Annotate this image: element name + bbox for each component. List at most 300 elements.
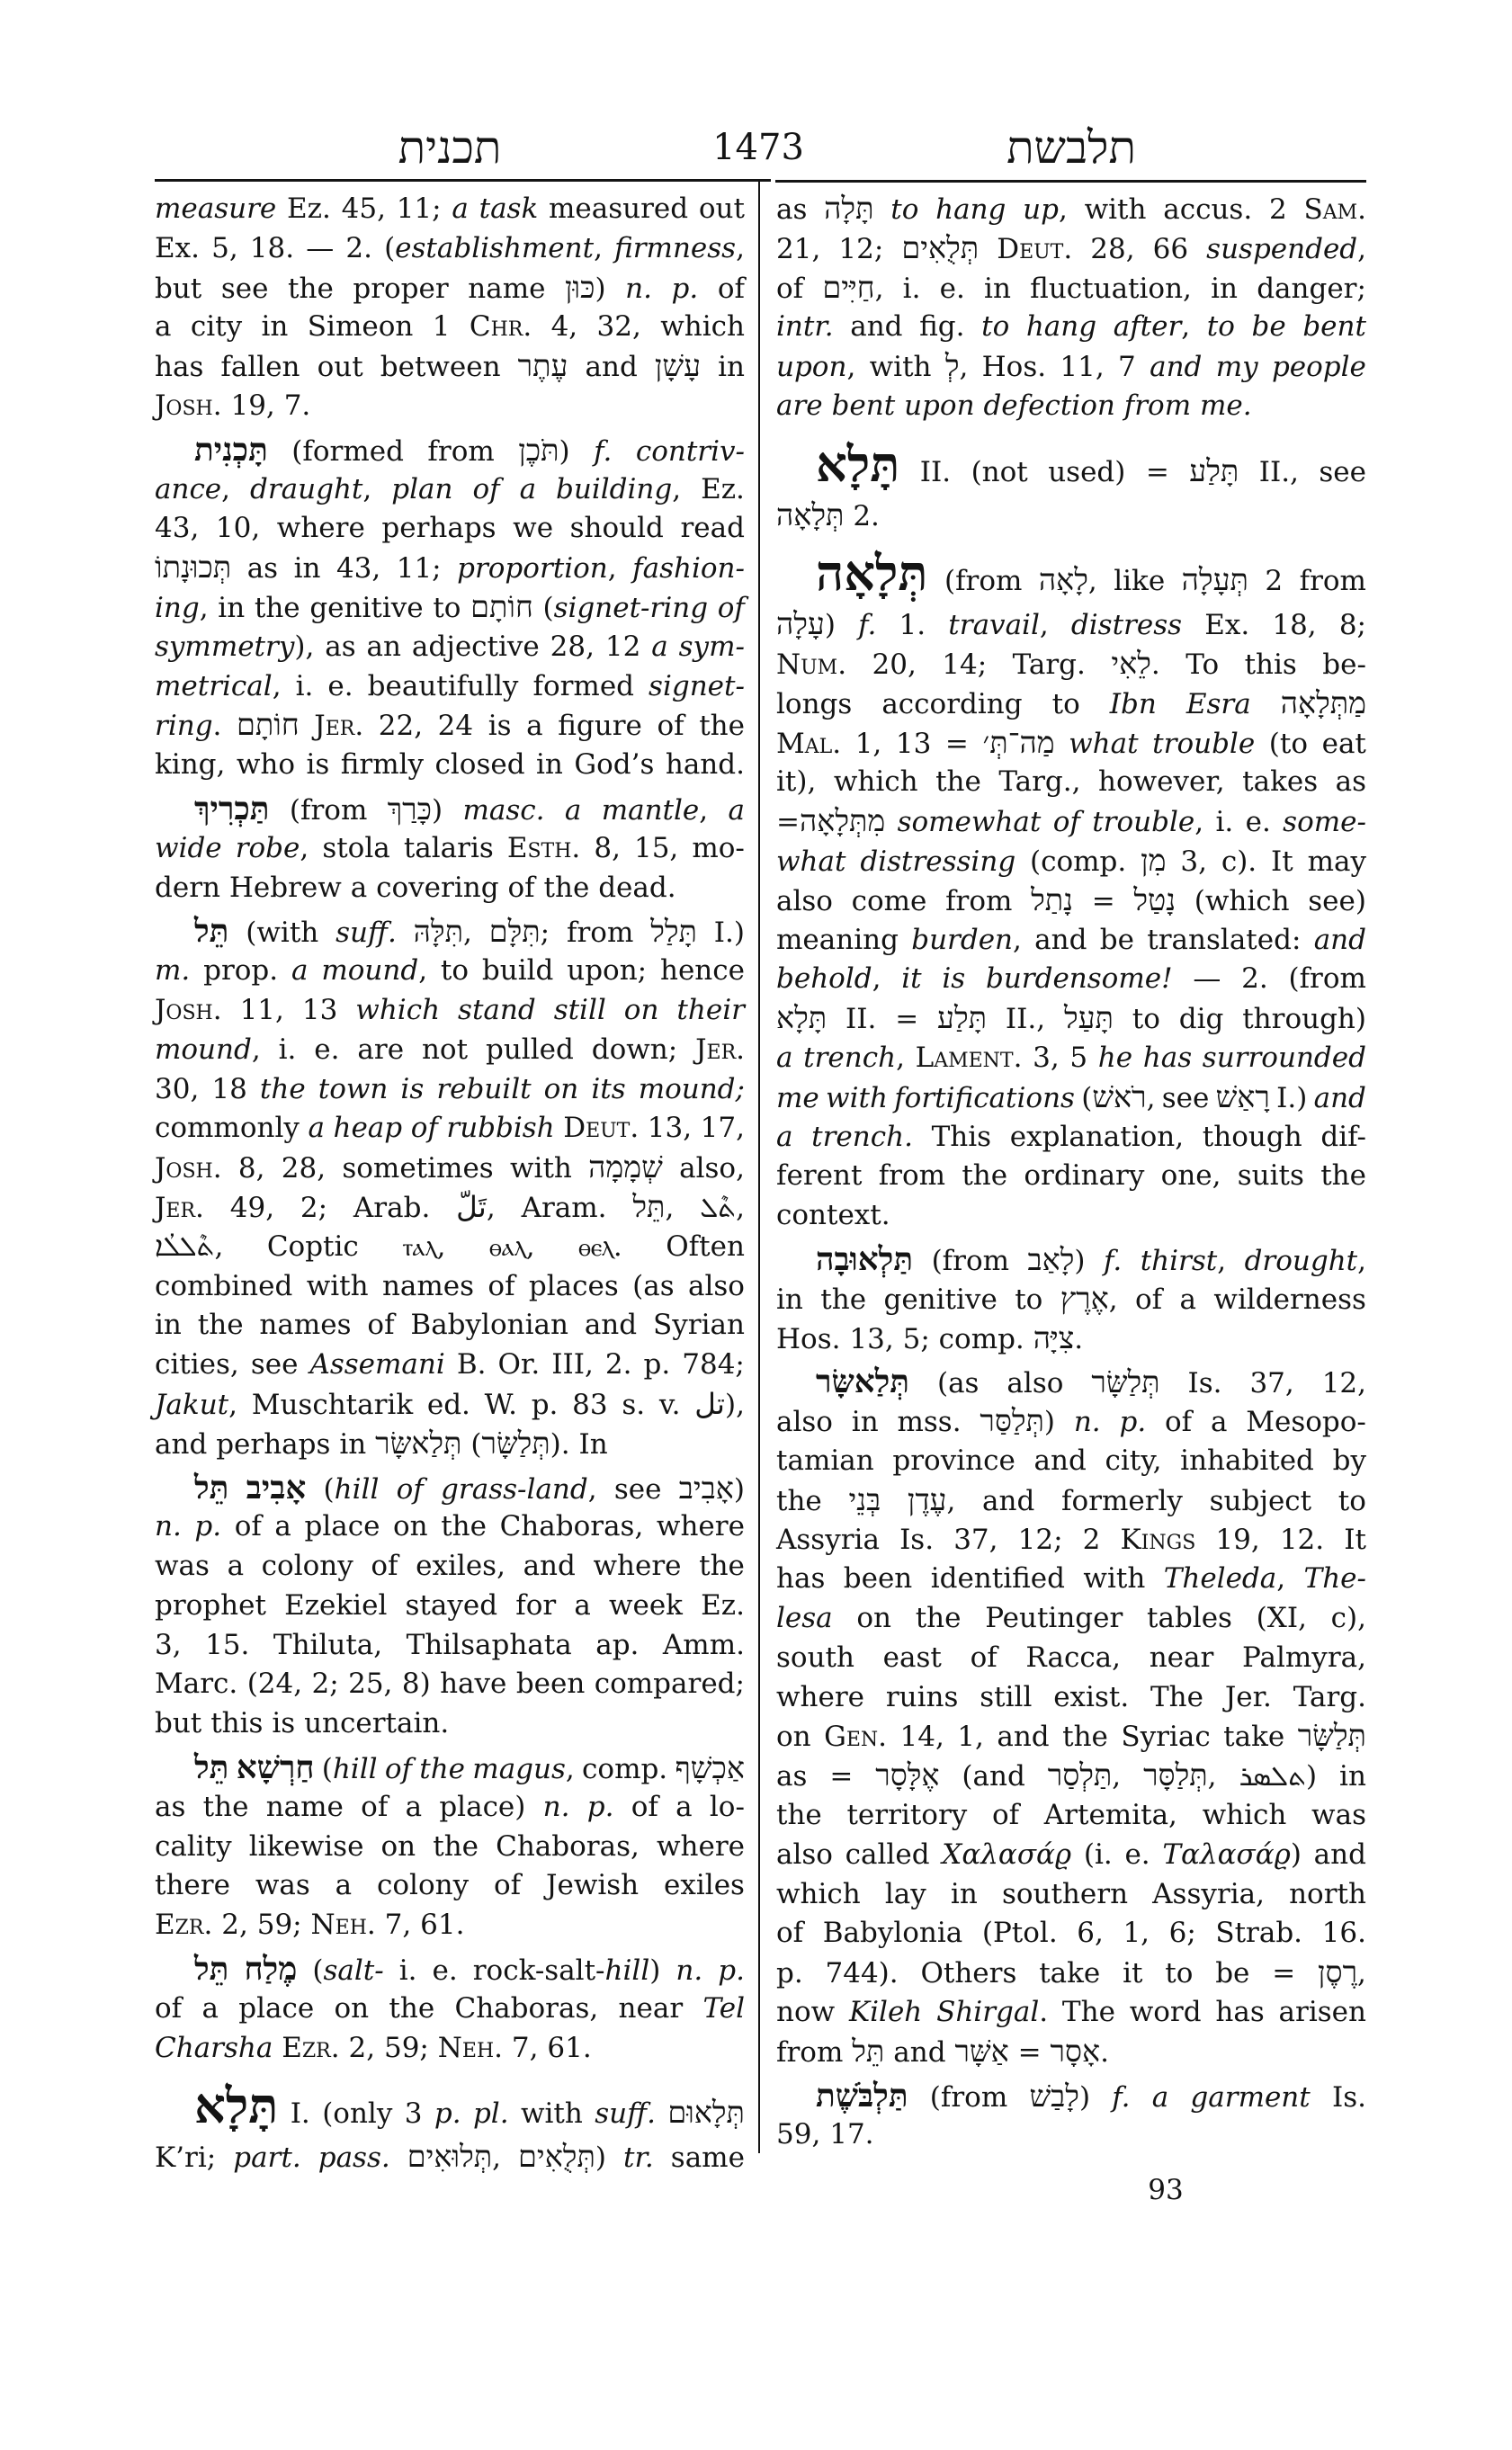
word	[1034, 1442, 1087, 1481]
word	[657, 1507, 745, 1547]
word	[1083, 1560, 1145, 1599]
text: of	[371, 1550, 398, 1583]
text: ,	[946, 1484, 956, 1517]
text: a	[1210, 1406, 1228, 1439]
small-caps-text: Mal.	[776, 727, 842, 760]
word	[666, 746, 745, 785]
word	[155, 1386, 237, 1426]
word	[776, 1560, 825, 1599]
word	[1114, 562, 1165, 602]
word	[776, 1954, 803, 1994]
text: (with	[246, 917, 319, 950]
text: (24,	[246, 1668, 303, 1701]
text: see	[220, 272, 269, 305]
italic-text: Kileh	[848, 1996, 923, 2029]
word	[1033, 1039, 1060, 1078]
word	[971, 453, 1028, 493]
text-line	[776, 1914, 1366, 1954]
word	[155, 1665, 237, 1704]
text: one,	[1160, 1159, 1221, 1193]
word	[384, 2029, 429, 2069]
text: king,	[155, 748, 226, 782]
text: )	[824, 609, 836, 642]
text: 6,	[1077, 1917, 1104, 1950]
text: Mesopo-	[1246, 1406, 1366, 1439]
text: ,	[1108, 1283, 1118, 1316]
text: with	[306, 1269, 369, 1302]
italic-text: a	[564, 793, 582, 827]
text: 12;	[1017, 1523, 1063, 1556]
word	[1322, 1364, 1366, 1404]
word	[1031, 881, 1073, 922]
word	[776, 1079, 819, 1119]
text: e.	[1124, 1838, 1150, 1871]
word	[427, 1386, 470, 1426]
small-caps-text: Esth.	[506, 831, 581, 864]
italic-text: burdensome!	[985, 962, 1173, 996]
word	[1119, 1403, 1146, 1443]
word	[776, 725, 841, 765]
text: =	[1145, 455, 1169, 488]
italic-text: of	[384, 1753, 412, 1786]
text: fallen	[220, 351, 300, 384]
word	[846, 1796, 967, 1836]
word	[816, 437, 900, 493]
text: ,	[872, 962, 881, 996]
word	[942, 646, 987, 685]
text-line	[776, 1599, 1366, 1639]
word	[291, 952, 308, 991]
text: and	[1033, 1444, 1087, 1477]
word	[980, 1678, 1032, 1718]
word	[942, 960, 965, 999]
italic-text: Ταλασάϱ	[1162, 1838, 1291, 1871]
italic-text: p.	[194, 1510, 222, 1543]
word	[412, 628, 540, 667]
word	[776, 1639, 854, 1678]
italic-text: suff.	[595, 2097, 656, 2131]
text: ,	[736, 231, 745, 264]
text: measured	[549, 192, 689, 225]
text: 28,	[1090, 232, 1135, 265]
word	[582, 1750, 667, 1790]
word	[587, 1788, 614, 1828]
text: we	[513, 512, 554, 545]
word	[1104, 1242, 1122, 1282]
text: and	[982, 1484, 1035, 1517]
text: the	[197, 1309, 244, 1342]
word	[776, 308, 834, 347]
word	[1048, 453, 1125, 493]
text: ,	[436, 1229, 446, 1263]
word	[155, 1547, 210, 1587]
word	[1061, 1482, 1183, 1522]
right-column	[776, 190, 1366, 2155]
text: of	[507, 871, 535, 904]
word	[194, 790, 270, 831]
word	[1053, 1678, 1129, 1718]
word	[262, 308, 289, 347]
word	[602, 791, 708, 831]
word	[507, 869, 534, 908]
word	[250, 470, 371, 510]
text: longs	[776, 687, 853, 720]
text: (from	[289, 793, 368, 827]
hebrew-text: מַה־תְּ׳	[982, 726, 1055, 760]
word	[844, 1560, 913, 1599]
word	[318, 2139, 390, 2178]
text: a	[526, 710, 543, 743]
text: down;	[591, 1033, 678, 1066]
text: like	[1114, 565, 1166, 598]
word	[666, 1228, 745, 1267]
word	[489, 913, 550, 953]
text: comp.	[938, 1322, 1024, 1355]
word	[1118, 348, 1136, 388]
text: 1,	[1123, 1917, 1150, 1950]
italic-text: up	[1023, 193, 1059, 226]
hebrew-text: חוֹתָם	[237, 709, 300, 743]
word	[194, 1507, 221, 1547]
text: Peutinger	[985, 1602, 1123, 1635]
text: ,	[1357, 232, 1366, 265]
text: II.,	[1258, 455, 1299, 488]
text: week	[608, 1588, 683, 1622]
word	[377, 1866, 469, 1906]
hebrew-text: כּוּן	[565, 271, 595, 305]
word	[1257, 1599, 1307, 1639]
hebrew-text: נָתַל	[1031, 883, 1074, 917]
text: v.	[658, 1388, 681, 1421]
word	[155, 1788, 185, 1828]
syriac-text: ܬܶܠܠܳܐ	[155, 1229, 215, 1263]
text: Often	[666, 1229, 745, 1263]
small-caps-text: Chr.	[469, 310, 532, 344]
word	[983, 387, 1114, 426]
word	[1018, 1521, 1063, 1560]
italic-text: f.	[1103, 1244, 1123, 1277]
text: wilderness	[1213, 1283, 1366, 1316]
word	[155, 589, 209, 629]
text-line	[155, 549, 745, 588]
text: 1,	[957, 1721, 984, 1754]
word	[962, 1157, 1007, 1196]
word	[155, 270, 201, 309]
word	[290, 791, 367, 831]
word	[155, 628, 314, 667]
word	[230, 1189, 274, 1229]
text: e.	[939, 272, 965, 305]
text: colony	[377, 1869, 470, 1902]
text: 49,	[229, 1191, 275, 1224]
text-line	[776, 1481, 1366, 1521]
word	[419, 1750, 465, 1790]
text-line	[155, 2029, 745, 2069]
text: see)	[1308, 884, 1366, 917]
word	[1077, 1914, 1104, 1954]
italic-text: draught	[250, 472, 363, 505]
word	[384, 229, 603, 269]
small-caps-text: Kings	[1120, 1523, 1196, 1556]
text: Ez.	[701, 472, 745, 505]
text: for	[515, 1588, 557, 1622]
text-line	[776, 1678, 1366, 1718]
word	[605, 1346, 632, 1385]
word	[1338, 1482, 1366, 1522]
text: of	[361, 1790, 389, 1823]
small-caps-text: Ezr.	[282, 2031, 340, 2064]
word	[1006, 1000, 1045, 1040]
word	[872, 646, 917, 685]
italic-text: my	[1215, 351, 1258, 384]
text-line	[776, 1402, 1366, 1442]
italic-text: masc.	[462, 793, 545, 827]
word	[776, 685, 852, 725]
text: still	[980, 1680, 1033, 1713]
text: though	[1202, 1120, 1302, 1153]
text: ,	[587, 1472, 597, 1506]
text: 17.	[829, 2118, 874, 2151]
small-caps-text: Deut.	[563, 1112, 640, 1145]
word	[291, 433, 404, 472]
word	[985, 1599, 1123, 1639]
word	[1180, 843, 1207, 882]
text: of	[1165, 1406, 1193, 1439]
word	[1132, 1000, 1160, 1040]
word	[550, 628, 595, 667]
word	[951, 1875, 978, 1915]
word	[518, 347, 568, 388]
word	[699, 1547, 745, 1587]
word	[1105, 1442, 1162, 1481]
text: uncertain.	[304, 1707, 450, 1740]
word	[1034, 921, 1087, 961]
arabic-text: تَلّ	[456, 1189, 487, 1224]
word	[845, 1000, 876, 1040]
word	[1200, 387, 1252, 426]
italic-text: mound	[321, 954, 419, 988]
text-line	[776, 190, 1366, 229]
text: on	[776, 1721, 811, 1754]
italic-text: the	[259, 1072, 306, 1105]
text: near	[618, 1991, 684, 2025]
entry-first-line	[776, 547, 1366, 602]
text: )	[733, 1472, 745, 1506]
word	[1289, 1875, 1366, 1915]
text: ,	[1181, 310, 1191, 344]
text: 25,	[348, 1668, 393, 1701]
word	[1314, 1836, 1366, 1875]
text: takes	[1242, 765, 1319, 799]
text: ),	[294, 630, 315, 663]
italic-text: n.	[625, 272, 652, 305]
word	[1130, 1993, 1202, 2033]
word	[1152, 725, 1255, 765]
italic-text: n.	[542, 1790, 570, 1823]
word	[776, 605, 836, 646]
word	[407, 2138, 501, 2178]
text: ,	[846, 351, 856, 384]
text-line	[155, 588, 745, 628]
text: also	[776, 1838, 833, 1871]
italic-text: to	[981, 310, 1010, 344]
word	[526, 707, 542, 747]
word	[896, 725, 931, 765]
word	[957, 1718, 984, 1757]
word	[551, 1346, 594, 1385]
word	[948, 606, 1048, 646]
word	[803, 1039, 905, 1078]
word	[302, 991, 337, 1031]
text-line	[776, 1875, 1366, 1915]
word	[937, 999, 987, 1040]
word	[155, 1149, 222, 1189]
text: in	[1339, 1760, 1366, 1793]
small-caps-text: Lament.	[915, 1041, 1023, 1074]
word	[311, 1906, 376, 1945]
text: places	[528, 1269, 619, 1302]
text: used)	[1048, 455, 1126, 488]
word	[588, 1149, 663, 1189]
word	[345, 229, 372, 269]
text: context.	[776, 1199, 890, 1232]
word	[572, 1386, 607, 1426]
word	[155, 667, 282, 707]
text: be-	[1322, 648, 1366, 681]
word	[593, 1547, 681, 1587]
word	[379, 707, 423, 747]
word	[574, 1587, 590, 1626]
text: 2,	[348, 2031, 376, 2064]
word	[304, 1704, 449, 1744]
word	[433, 589, 461, 629]
word	[1203, 1796, 1287, 1836]
text: to	[1132, 1003, 1160, 1036]
text: )	[1078, 2080, 1091, 2114]
word	[824, 190, 873, 230]
small-caps-text: Deut.	[997, 232, 1073, 265]
word	[1141, 842, 1166, 882]
word	[1322, 646, 1366, 685]
italic-text: Χαλασάϱ	[942, 1838, 1072, 1871]
word	[246, 1469, 307, 1510]
text: not	[421, 1033, 469, 1066]
word	[1308, 843, 1366, 882]
hebrew-text: תְּלַסַּר	[980, 1405, 1044, 1439]
text-line	[155, 2138, 745, 2177]
word	[308, 308, 414, 347]
italic-text: Ibn	[1109, 687, 1157, 720]
word	[776, 763, 816, 802]
word	[1190, 2079, 1310, 2118]
headword: תֵּל	[194, 1469, 229, 1506]
text: ,	[1276, 1562, 1286, 1596]
hebrew-text: תָּלַע	[1189, 454, 1239, 488]
word	[353, 1189, 430, 1229]
text: Others	[920, 1957, 1017, 1990]
word	[567, 952, 647, 991]
italic-text: robe	[235, 831, 300, 864]
text: ed.	[426, 1388, 470, 1421]
entry-first-line	[155, 2079, 745, 2134]
word	[574, 746, 654, 785]
word	[1180, 1442, 1314, 1481]
text: ruins	[885, 1680, 959, 1713]
word	[1091, 1364, 1159, 1404]
word	[452, 190, 468, 229]
text: was	[255, 1869, 310, 1902]
word	[945, 347, 969, 388]
word	[701, 1587, 745, 1626]
word	[908, 1481, 955, 1522]
text: southern	[1001, 1877, 1129, 1910]
text-line	[155, 509, 745, 549]
word	[411, 1109, 438, 1149]
word	[591, 1070, 625, 1110]
word	[1090, 230, 1134, 270]
word	[937, 1364, 980, 1404]
word	[438, 2029, 503, 2069]
italic-text: still	[553, 993, 606, 1026]
word	[247, 550, 278, 589]
word	[1062, 1718, 1108, 1757]
word	[1025, 1639, 1121, 1678]
text: Syriac	[1121, 1721, 1211, 1754]
text-line	[155, 628, 745, 667]
text: the	[433, 1829, 479, 1863]
text: commonly	[155, 1112, 300, 1145]
italic-text: contriv-	[635, 434, 745, 468]
text: p.	[531, 1388, 559, 1421]
word	[1320, 1157, 1366, 1196]
italic-text: pl.	[472, 2097, 509, 2131]
text: come	[851, 884, 927, 917]
text: was	[1311, 1799, 1366, 1832]
word	[229, 869, 342, 908]
italic-text: signet-ring	[553, 591, 709, 624]
italic-text: is	[400, 1072, 425, 1105]
hebrew-text: אֶלָּסָר	[875, 1759, 940, 1793]
text: the	[1062, 1721, 1108, 1754]
text: 18,	[1272, 609, 1317, 642]
word	[945, 882, 1012, 922]
text: upon;	[567, 954, 648, 988]
italic-text: metrical	[155, 669, 273, 702]
text: also,	[679, 1152, 745, 1185]
word	[1165, 1403, 1192, 1443]
word	[675, 1749, 744, 1790]
word	[718, 589, 745, 629]
text: an	[366, 630, 401, 663]
word	[729, 791, 745, 831]
italic-text: task	[479, 192, 539, 225]
word	[339, 1426, 366, 1465]
text-line	[776, 999, 1366, 1039]
text: formed	[532, 669, 635, 702]
text: )	[559, 434, 570, 468]
text: suits	[1237, 1159, 1304, 1193]
word	[838, 230, 883, 270]
text: 5,	[211, 231, 238, 264]
entry-first-line	[155, 1748, 745, 1788]
word	[321, 952, 427, 991]
text: as	[246, 552, 279, 586]
text: see	[250, 1348, 299, 1381]
word	[155, 1866, 230, 1906]
text: ,	[1039, 609, 1049, 642]
italic-text: p.	[671, 272, 699, 305]
word	[201, 1990, 218, 2029]
